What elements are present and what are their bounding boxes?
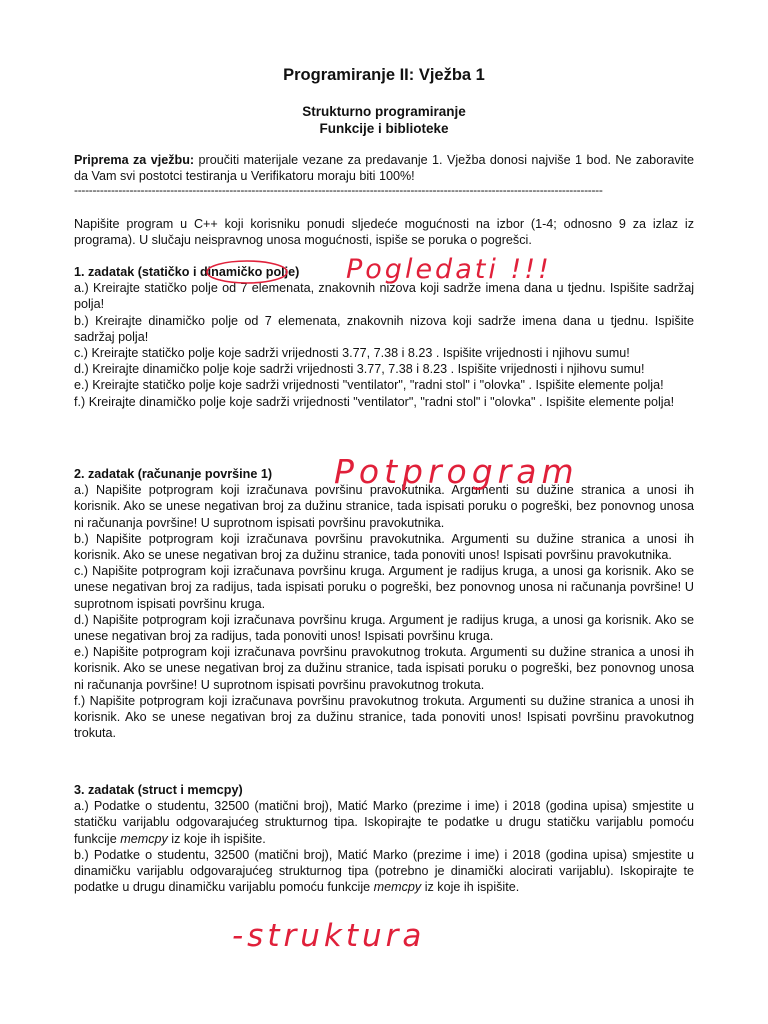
subtitle-structured-programming: Strukturno programiranje: [302, 104, 466, 119]
task1-item-a: a.) Kreirajte statičko polje od 7 elemenata, znakovnih nizova koji sadrže imena dana u tjednu. Ispišite sadržaj polja!: [74, 281, 694, 312]
handwritten-note-potprogram: Potprogram: [334, 452, 579, 491]
task1-item-d: d.) Kreirajte dinamičko polje koje sadrži vrijednosti 3.77, 7.38 i 8.23 . Ispišite vrijednosti i njihovu sumu!: [74, 362, 645, 377]
task3-item-a-text: a.) Podatke o studentu, 32500 (matični broj), Matić Marko (prezime i ime) i 2018 (godina upisa) smjestite u statičku varijablu odgovarajućeg strukturnog tipa. Iskopirajte te podatke u drugu statičku varijablu pomoću funkcije: [74, 799, 694, 846]
task2-item-a: a.) Napišite potprogram koji izračunava površinu pravokutnika. Argumenti su dužine stranica a unosi ih korisnik. Ako se unese negativan broj za dužinu stranice, tada ispisati poruku o pogreški, bez ponovnog unosa ni računanja površine! U suprotnom ispisati površinu pravokutnika.: [74, 483, 694, 530]
task2-item-e: e.) Napišite potprogram koji izračunava površinu pravokutnog trokuta. Argumenti su dužine stranica a unosi ih korisnik. Ako se unese negativan broj za dužinu stranice, tada ispisati poruku o pogreški, bez ponovnog unosa ni računanja površine! U suprotnom ispisati površinu pravokutnog trokuta.: [74, 645, 694, 692]
task1-item-c: c.) Kreirajte statičko polje koje sadrži vrijednosti 3.77, 7.38 i 8.23 . Ispišite vrijednosti i njihovu sumu!: [74, 346, 630, 361]
task3-item-a: [74, 798, 694, 847]
task2-item-f: f.) Napišite potprogram koji izračunava površinu pravokutnog trokuta. Argumenti su dužine stranica a unosi ih korisnik. Ako se unese negativan broj za dužinu stranice, tada ponoviti unos! Ispisati površinu pravokutnog trokuta.: [74, 693, 694, 741]
task3-item-b-text-end: iz koje ih ispišite.: [421, 880, 520, 895]
task2-heading: 2. zadatak (računanje površine 1): [74, 467, 273, 481]
task1-item-b: b.) Kreirajte dinamičko polje od 7 elemenata, znakovnih nizova koji sadrže imena dana u tjednu. Ispišite sadržaj polja!: [74, 313, 694, 344]
page-title: Programiranje II: Vježba 1: [283, 66, 485, 84]
task2-section: [74, 466, 694, 741]
task3-section: [74, 782, 694, 895]
task2-item-c: c.) Napišite potprogram koji izračunava površinu kruga. Argument je radijus kruga, a unosi ga korisnik. Ako se unese negativan broj za radijus, tada ispisati poruku o pogreški, bez ponovnog unosa ni računanja površine! U suprotnom ispisati površinu kruga.: [74, 564, 694, 611]
task3-item-b-text: b.) Podatke o studentu, 32500 (matični broj), Matić Marko (prezime i ime) i 2018 (godina upisa) smjestite u dinamičku varijablu odgovarajućeg strukturnog tipa (potrebno je dinamički alocirati varijablu). Iskopirajte te podatke u drugu dinamičku varijablu pomoću funkcije: [74, 847, 694, 895]
task3-item-a-text-end: iz koje ih ispišite.: [167, 831, 266, 846]
task3-item-b: [74, 847, 694, 896]
subtitle-functions-libraries: Funkcije i biblioteke: [319, 121, 449, 136]
task1-section: [74, 264, 694, 410]
task2-item-d: d.) Napišite potprogram koji izračunava površinu kruga. Argument je radijus kruga, a unosi ga korisnik. Ako se unese negativan broj za radijus, tada ponoviti unos! Ispisati površinu kruga.: [74, 612, 694, 644]
task1-item-f: f.) Kreirajte dinamičko polje koje sadrži vrijednosti "ventilator", "radni stol" i "olovka" . Ispišite elemente polja!: [74, 394, 675, 409]
preparation-text: proučiti materijale vezane za predavanje 1. Vježba donosi najviše 1 bod. Ne zaboravite da Vam svi postotci testiranja u Verifikatoru moraju biti 100%!: [74, 153, 694, 184]
task3-heading: 3. zadatak (struct i memcpy): [74, 783, 243, 797]
task2-item-b: b.) Napišite potprogram koji izračunava površinu pravokutnika. Argumenti su dužine stranica a unosi ih korisnik. Ako se unese negativan broj za dužinu stranice, tada ponoviti unos! Ispisati površinu pravokutnika.: [74, 531, 694, 563]
memcpy-keyword: memcpy: [120, 831, 168, 846]
intro-paragraph: Napišite program u C++ koji korisniku ponudi sljedeće mogućnosti na izbor (1-4; odnosno 9 za izlaz iz programa). U slučaju neispravnog unosa mogućnosti, ispiše se poruka o pogrešci.: [74, 217, 694, 248]
memcpy-keyword: memcpy: [373, 880, 422, 895]
task1-heading: 1. zadatak (statičko i dinamičko polje): [74, 265, 300, 279]
preparation-paragraph: [74, 152, 694, 184]
task1-item-e: e.) Kreirajte statičko polje koje sadrži vrijednosti "ventilator", "radni stol" i "olovka" . Ispišite elemente polja!: [74, 378, 664, 393]
handwritten-note-struktura: -struktura: [232, 918, 426, 954]
preparation-label: Priprema za vježbu:: [74, 153, 195, 167]
separator-line: -----------------------------------------------------------------------------------------------------------------------------------------------: [74, 183, 603, 197]
handwritten-note-pogledati: Pogledati !!!: [346, 254, 552, 285]
